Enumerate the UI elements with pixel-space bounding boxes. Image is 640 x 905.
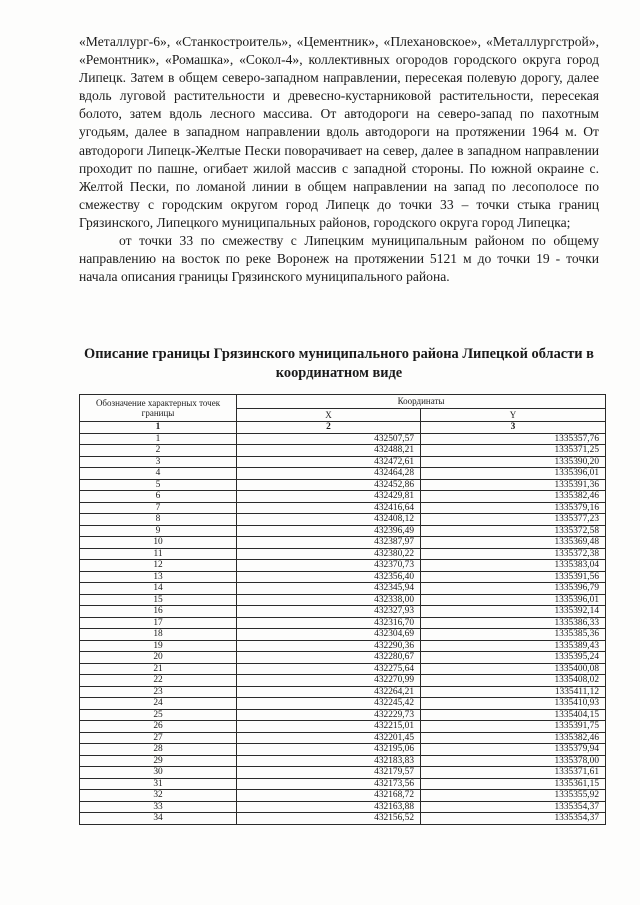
point-number-cell: 24: [80, 698, 237, 710]
x-coordinate-cell: 432215,01: [237, 721, 421, 733]
y-coordinate-cell: 1335411,12: [421, 686, 606, 698]
table-row: [80, 617, 606, 629]
table-row: [80, 629, 606, 641]
point-number-cell: 13: [80, 571, 237, 583]
y-coordinate-cell: 1335379,94: [421, 744, 606, 756]
x-coordinate-cell: 432163,88: [237, 801, 421, 813]
point-number-cell: 7: [80, 502, 237, 514]
x-coordinate-cell: 432472,61: [237, 456, 421, 468]
y-coordinate-cell: 1335355,92: [421, 790, 606, 802]
x-coordinate-cell: 432168,72: [237, 790, 421, 802]
y-coordinate-cell: 1335371,61: [421, 767, 606, 779]
table-row: [80, 813, 606, 825]
x-coordinate-cell: 432488,21: [237, 445, 421, 457]
column-number-row: [80, 422, 606, 434]
x-coordinate-cell: 432316,70: [237, 617, 421, 629]
y-coordinate-cell: 1335410,93: [421, 698, 606, 710]
table-row: [80, 548, 606, 560]
table-row: [80, 571, 606, 583]
x-coordinate-cell: 432507,57: [237, 433, 421, 445]
table-row: [80, 491, 606, 503]
y-coordinate-cell: 1335379,16: [421, 502, 606, 514]
table-row: [80, 652, 606, 664]
y-coordinate-cell: 1335372,38: [421, 548, 606, 560]
point-number-cell: 3: [80, 456, 237, 468]
point-number-cell: 19: [80, 640, 237, 652]
point-number-cell: 4: [80, 468, 237, 480]
x-coordinate-cell: 432304,69: [237, 629, 421, 641]
point-number-cell: 8: [80, 514, 237, 526]
x-coordinate-cell: 432396,49: [237, 525, 421, 537]
x-coordinate-cell: 432416,64: [237, 502, 421, 514]
x-coordinate-cell: 432270,99: [237, 675, 421, 687]
y-coordinate-cell: 1335404,15: [421, 709, 606, 721]
x-coordinate-cell: 432338,00: [237, 594, 421, 606]
table-row: [80, 514, 606, 526]
x-coordinate-cell: 432156,52: [237, 813, 421, 825]
point-number-cell: 17: [80, 617, 237, 629]
table-row: [80, 675, 606, 687]
point-number-cell: 2: [80, 445, 237, 457]
y-coordinate-cell: 1335357,76: [421, 433, 606, 445]
y-coordinate-cell: 1335371,25: [421, 445, 606, 457]
y-coordinate-cell: 1335372,58: [421, 525, 606, 537]
point-number-cell: 10: [80, 537, 237, 549]
point-number-cell: 32: [80, 790, 237, 802]
x-coordinate-cell: 432183,83: [237, 755, 421, 767]
point-number-cell: 18: [80, 629, 237, 641]
table-row: [80, 755, 606, 767]
table-row: [80, 744, 606, 756]
x-coordinate-cell: 432452,86: [237, 479, 421, 491]
x-coordinate-cell: 432387,97: [237, 537, 421, 549]
table-row: [80, 778, 606, 790]
table-header-row: [80, 395, 606, 409]
point-number-cell: 12: [80, 560, 237, 572]
point-number-cell: 31: [80, 778, 237, 790]
x-coordinate-cell: 432264,21: [237, 686, 421, 698]
table-row: [80, 709, 606, 721]
point-column-header: Обозначение характерных точек границы: [80, 395, 237, 422]
y-coordinate-cell: 1335396,01: [421, 468, 606, 480]
point-number-cell: 21: [80, 663, 237, 675]
point-number-cell: 33: [80, 801, 237, 813]
x-column-header: X: [237, 408, 421, 422]
y-coordinate-cell: 1335361,15: [421, 778, 606, 790]
x-coordinate-cell: 432195,06: [237, 744, 421, 756]
table-row: [80, 537, 606, 549]
x-coordinate-cell: 432229,73: [237, 709, 421, 721]
y-coordinate-cell: 1335389,43: [421, 640, 606, 652]
point-number-cell: 22: [80, 675, 237, 687]
paragraph-point-33-to-19: от точки 33 по смежеству с Липецким муниципальным районом по общему направлению на восток по реке Воронеж на протяжении 5121 м до точки 19 - точки начала описания границы Грязинского муниципального района.: [79, 233, 599, 285]
y-coordinate-cell: 1335391,56: [421, 571, 606, 583]
y-coordinate-cell: 1335354,37: [421, 813, 606, 825]
table-row: [80, 433, 606, 445]
y-coordinate-cell: 1335396,01: [421, 594, 606, 606]
table-row: [80, 686, 606, 698]
point-number-cell: 23: [80, 686, 237, 698]
x-coordinate-cell: 432173,56: [237, 778, 421, 790]
y-coordinate-cell: 1335377,23: [421, 514, 606, 526]
x-coordinate-cell: 432408,12: [237, 514, 421, 526]
section-heading: Описание границы Грязинского муниципального района Липецкой области в координатном виде: [84, 346, 594, 381]
y-coordinate-cell: 1335400,08: [421, 663, 606, 675]
x-coordinate-cell: 432380,22: [237, 548, 421, 560]
point-number-cell: 26: [80, 721, 237, 733]
coordinates-table: [79, 394, 606, 825]
x-coordinate-cell: 432464,28: [237, 468, 421, 480]
y-coordinate-cell: 1335369,48: [421, 537, 606, 549]
y-coordinate-cell: 1335396,79: [421, 583, 606, 595]
table-row: [80, 594, 606, 606]
paragraph-boundary-route: «Металлург-6», «Станкостроитель», «Цементник», «Плехановское», «Металлургстрой», «Ремонтник», «Ромашка», «Сокол-4», коллективных огородов городского округа город Липецк. Затем в общем северо-западном направлении, пересекая полевую дорогу, далее вдоль луговой растительности и древесно-кустарниковой растительности, пересекая болото, затем вдоль лесного массива. От автодороги на северо-запад по пахотным угодьям, далее в западном направлении вдоль автодороги на протяжении 1964 м. От автодороги Липецк-Желтые Пески поворачивает на север, далее в западном направлении проходит по пашне, огибает жилой массив с западной стороны. По южной окраине с. Желтой Пески, по ломаной линии в общем направлении на запад по лесополосе по смежеству с городским округом город Липецк до точки 33 – точки стыка границ Грязинского, Липецкого муниципальных районов, городского округа город Липецка;: [79, 34, 599, 230]
table-row: [80, 606, 606, 618]
table-row: [80, 560, 606, 572]
x-coordinate-cell: 432290,36: [237, 640, 421, 652]
x-coordinate-cell: 432245,42: [237, 698, 421, 710]
point-number-cell: 27: [80, 732, 237, 744]
point-number-cell: 30: [80, 767, 237, 779]
table-row: [80, 767, 606, 779]
table-row: [80, 790, 606, 802]
y-coordinate-cell: 1335408,02: [421, 675, 606, 687]
y-coordinate-cell: 1335392,14: [421, 606, 606, 618]
point-number-cell: 16: [80, 606, 237, 618]
point-number-cell: 5: [80, 479, 237, 491]
point-number-cell: 29: [80, 755, 237, 767]
y-coordinate-cell: 1335395,24: [421, 652, 606, 664]
x-coordinate-cell: 432429,81: [237, 491, 421, 503]
point-number-cell: 20: [80, 652, 237, 664]
table-row: [80, 801, 606, 813]
table-row: [80, 502, 606, 514]
table-row: [80, 456, 606, 468]
column-number: 1: [80, 422, 237, 434]
point-number-cell: 9: [80, 525, 237, 537]
table-row: [80, 663, 606, 675]
table-row: [80, 525, 606, 537]
x-coordinate-cell: 432280,67: [237, 652, 421, 664]
point-number-cell: 1: [80, 433, 237, 445]
x-coordinate-cell: 432275,64: [237, 663, 421, 675]
point-number-cell: 25: [80, 709, 237, 721]
x-coordinate-cell: 432327,93: [237, 606, 421, 618]
table-row: [80, 445, 606, 457]
table-row: [80, 583, 606, 595]
table-row: [80, 640, 606, 652]
x-coordinate-cell: 432179,57: [237, 767, 421, 779]
table-row: [80, 732, 606, 744]
y-coordinate-cell: 1335385,36: [421, 629, 606, 641]
point-number-cell: 14: [80, 583, 237, 595]
x-coordinate-cell: 432356,40: [237, 571, 421, 583]
point-number-cell: 11: [80, 548, 237, 560]
boundary-description-text: [79, 33, 599, 286]
table-row: [80, 479, 606, 491]
y-coordinate-cell: 1335354,37: [421, 801, 606, 813]
point-number-cell: 34: [80, 813, 237, 825]
column-number: 3: [421, 422, 606, 434]
y-coordinate-cell: 1335391,36: [421, 479, 606, 491]
y-coordinate-cell: 1335383,04: [421, 560, 606, 572]
y-column-header: Y: [421, 408, 606, 422]
y-coordinate-cell: 1335386,33: [421, 617, 606, 629]
point-number-cell: 15: [80, 594, 237, 606]
coordinates-column-header: Координаты: [237, 395, 606, 409]
y-coordinate-cell: 1335378,00: [421, 755, 606, 767]
point-number-cell: 6: [80, 491, 237, 503]
table-row: [80, 721, 606, 733]
x-coordinate-cell: 432201,45: [237, 732, 421, 744]
point-number-cell: 28: [80, 744, 237, 756]
x-coordinate-cell: 432345,94: [237, 583, 421, 595]
y-coordinate-cell: 1335390,20: [421, 456, 606, 468]
y-coordinate-cell: 1335391,75: [421, 721, 606, 733]
x-coordinate-cell: 432370,73: [237, 560, 421, 572]
column-number: 2: [237, 422, 421, 434]
table-row: [80, 468, 606, 480]
table-row: [80, 698, 606, 710]
y-coordinate-cell: 1335382,46: [421, 732, 606, 744]
y-coordinate-cell: 1335382,46: [421, 491, 606, 503]
